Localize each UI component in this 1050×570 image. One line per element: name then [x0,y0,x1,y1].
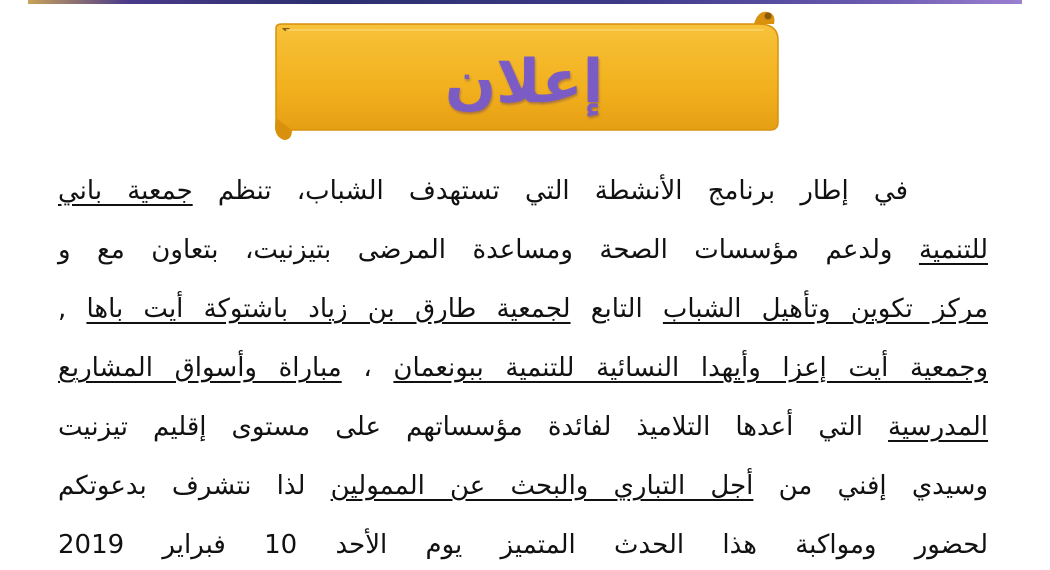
body-line [58,343,988,402]
body-text: ، [341,353,394,383]
underlined-text: لجمعية طارق بن زياد باشتوكة أيت باها [86,294,571,324]
body-text: وسيدي إفني من [753,471,989,501]
body-line [58,284,988,343]
announcement-body [58,166,989,560]
body-text: في إطار برنامج الأنشطة التي تستهدف الشباب، تنظم [192,176,909,206]
underlined-text: أجل التباري والبحث عن الممولين [330,471,754,501]
body-text: لذا نتشرف بدعوتكم [58,471,331,501]
underlined-text: مركز تكوين وتأهيل الشباب [662,294,989,324]
underlined-text: جمعية باني [58,176,193,206]
body-text: ولدعم مؤسسات الصحة ومساعدة المرضى بتيزنيت، بتعاون مع و [58,235,919,265]
body-line [58,225,988,284]
body-text: التابع [570,294,663,324]
underlined-text: مباراة وأسواق المشاريع [58,353,342,383]
body-text: لحضور ومواكبة هذا الحدث المتميز يوم الأحد 10 فبراير 2019 [58,530,988,560]
body-line [58,166,988,225]
underlined-text: للتنمية [918,235,988,265]
announcement-banner [268,6,780,146]
body-line [58,402,988,461]
body-text: التي أعدها التلاميذ لفائدة مؤسساتهم على مستوى إقليم تيزنيت [58,412,889,442]
body-line [58,520,988,560]
top-decorative-strip [28,0,1022,4]
underlined-text: وجمعية أيت إعزا وأيهدا النسائية للتنمية ببونعمان [393,353,988,383]
body-line [58,461,988,520]
body-text: , [58,294,87,324]
underlined-text: المدرسية [888,412,988,442]
announcement-title: إعلان [444,47,604,117]
